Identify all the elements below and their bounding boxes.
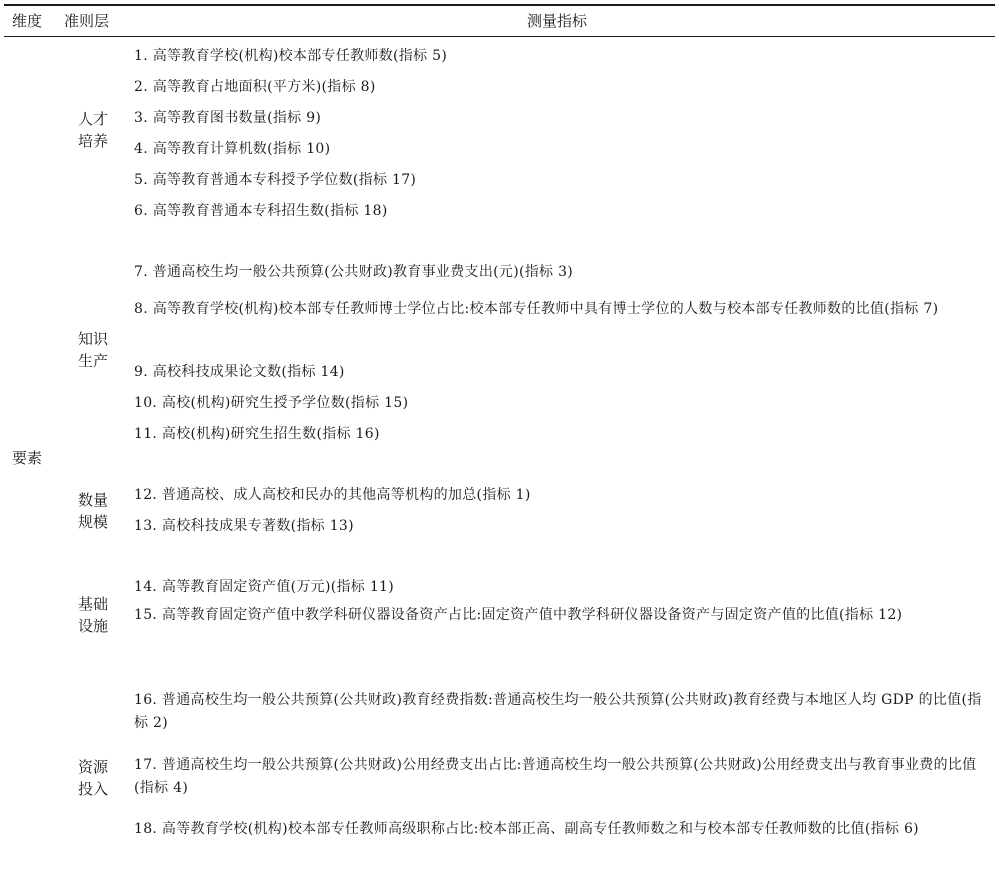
header-indicator: 测量指标 — [527, 12, 588, 30]
indicator-item: 2. 高等教育占地面积(平方米)(指标 8) — [134, 79, 376, 95]
top-rule — [4, 4, 995, 6]
indicator-item: 8. 高等教育学校(机构)校本部专任教师博士学位占比:校本部专任教师中具有博士学位的人数与校本部专任教师数的比值(指标 7) — [134, 301, 939, 317]
indicator-item: 18. 高等教育学校(机构)校本部专任教师高级职称占比:校本部正高、副高专任教师数之和与校本部专任教师数的比值(指标 6) — [134, 821, 919, 837]
criterion-infrastructure: 基础设施 — [77, 595, 108, 635]
indicator-item: 17. 普通高校生均一般公共预算(公共财政)公用经费支出占比:普通高校生均一般公共预算(公共财政)公用经费支出与教育事业费的比值(指标 4) — [134, 757, 977, 796]
indicator-item: 11. 高校(机构)研究生招生数(指标 16) — [134, 426, 380, 442]
header-criterion: 准则层 — [64, 12, 110, 30]
indicator-item: 12. 普通高校、成人高校和民办的其他高等机构的加总(指标 1) — [134, 487, 531, 503]
indicator-item: 5. 高等教育普通本专科授予学位数(指标 17) — [134, 172, 417, 188]
indicator-item: 7. 普通高校生均一般公共预算(公共财政)教育事业费支出(元)(指标 3) — [134, 264, 574, 280]
header-rule — [4, 36, 995, 37]
indicator-item: 13. 高校科技成果专著数(指标 13) — [134, 518, 354, 534]
indicator-item: 15. 高等教育固定资产值中教学科研仪器设备资产占比:固定资产值中教学科研仪器设备资产与固定资产值的比值(指标 12) — [134, 607, 903, 623]
dimension-label: 要素 — [12, 449, 43, 467]
indicator-item: 9. 高校科技成果论文数(指标 14) — [134, 364, 345, 380]
indicator-item: 4. 高等教育计算机数(指标 10) — [134, 141, 331, 157]
indicator-item: 3. 高等教育图书数量(指标 9) — [134, 110, 322, 126]
criterion-resource-input: 资源投入 — [77, 758, 108, 798]
criterion-knowledge-production: 知识生产 — [77, 330, 108, 370]
indicator-item: 14. 高等教育固定资产值(万元)(指标 11) — [134, 579, 395, 595]
indicator-item: 16. 普通高校生均一般公共预算(公共财政)教育经费指数:普通高校生均一般公共预算(公共财政)教育经费与本地区人均 GDP 的比值(指标 2) — [134, 692, 982, 731]
header-dimension: 维度 — [12, 12, 43, 30]
indicator-item: 10. 高校(机构)研究生授予学位数(指标 15) — [134, 395, 409, 411]
criterion-talent-cultivation: 人才培养 — [77, 110, 108, 150]
criterion-scale: 数量规模 — [77, 491, 108, 531]
indicator-item: 6. 高等教育普通本专科招生数(指标 18) — [134, 203, 388, 219]
indicator-item: 1. 高等教育学校(机构)校本部专任教师数(指标 5) — [134, 48, 448, 64]
